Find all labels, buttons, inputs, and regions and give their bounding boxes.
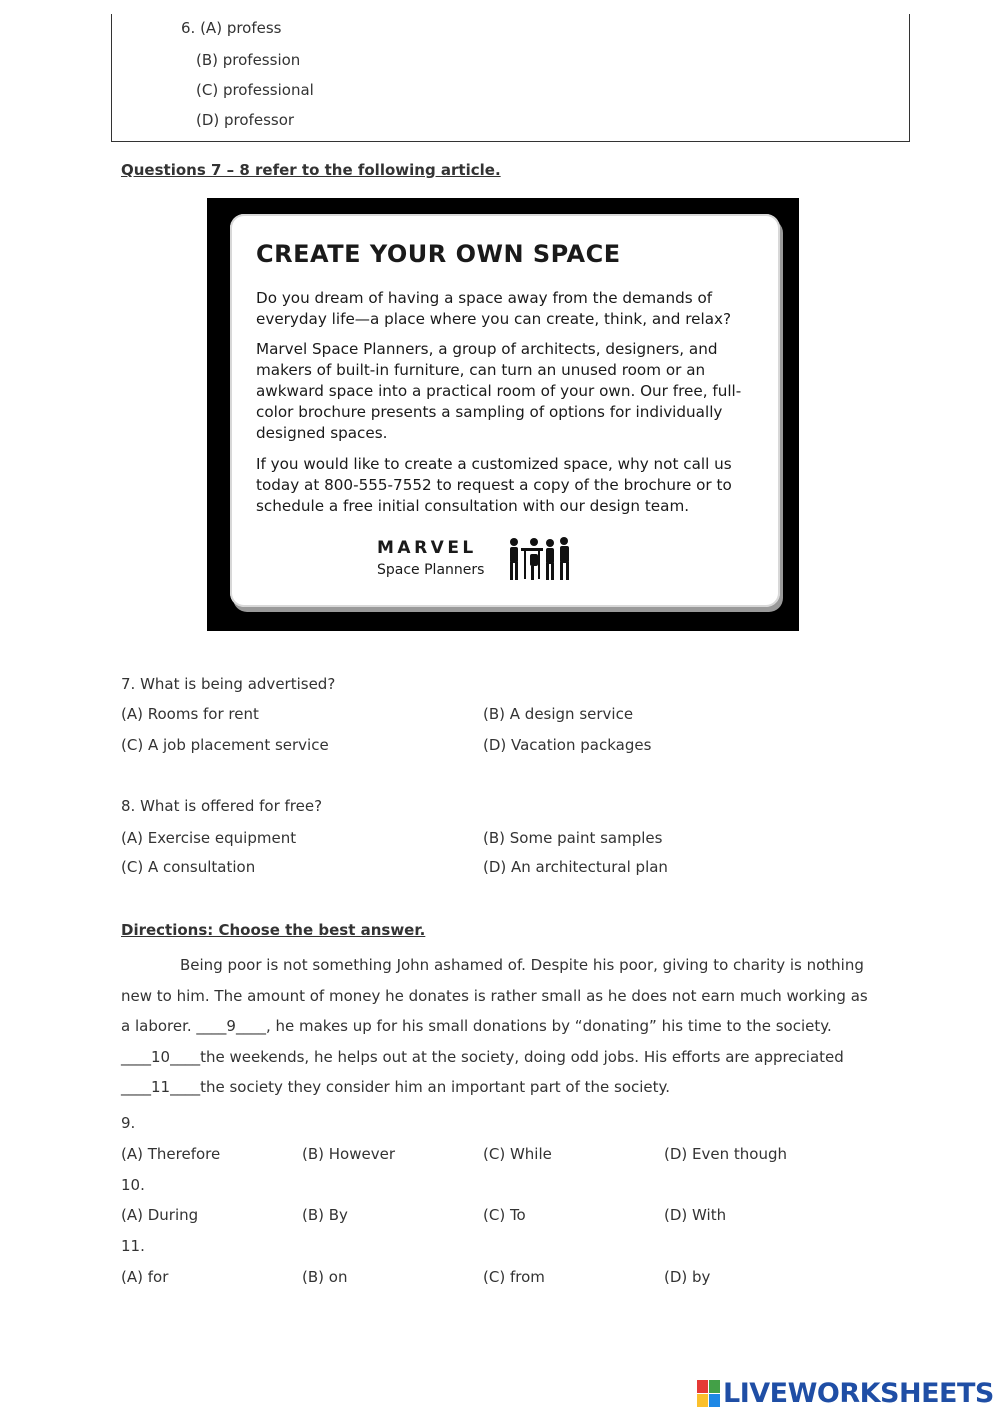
- ad-paragraph-2: Marvel Space Planners, a group of architects, designers, and makers of built-in furniture, can turn an unused room or an awkward space into a practical room of your own. Our free, full-color brochure presents a sampling of options for individually designed spaces.: [256, 340, 742, 442]
- q7-option-b[interactable]: (B) A design service: [483, 705, 634, 723]
- q10-option-c[interactable]: (C) To: [483, 1206, 526, 1224]
- advertisement-card: [230, 214, 780, 607]
- q11-option-c[interactable]: (C) from: [483, 1268, 545, 1286]
- advertisement-image: [207, 198, 799, 631]
- passage: [121, 950, 881, 1103]
- q11-option-b[interactable]: (B) on: [302, 1268, 348, 1286]
- q8-option-a[interactable]: (A) Exercise equipment: [121, 829, 297, 847]
- q8-question: 8. What is offered for free?: [121, 797, 323, 815]
- q9-option-c[interactable]: (C) While: [483, 1145, 552, 1163]
- q11-option-a[interactable]: (A) for: [121, 1268, 169, 1286]
- q7-option-d[interactable]: (D) Vacation packages: [483, 736, 652, 754]
- q10-option-a[interactable]: (A) During: [121, 1206, 199, 1224]
- q8-option-d[interactable]: (D) An architectural plan: [483, 858, 668, 876]
- q11-option-d[interactable]: (D) by: [664, 1268, 711, 1286]
- q9-option-d[interactable]: (D) Even though: [664, 1145, 787, 1163]
- q6-option-a: 6. (A) profess: [181, 19, 282, 37]
- ad-paragraph-3: If you would like to create a customized space, why not call us today at 800-555-7552 to request a copy of the brochure or to schedule a free initial consultation with our design team.: [256, 455, 732, 515]
- liveworksheets-icon: [697, 1380, 721, 1408]
- people-silhouette-icon: [504, 536, 576, 582]
- q6-option-d: (D) professor: [196, 111, 295, 129]
- questions-7-8-heading: Questions 7 – 8 refer to the following article.: [121, 161, 501, 179]
- q9-option-b[interactable]: (B) However: [302, 1145, 395, 1163]
- q8-option-c[interactable]: (C) A consultation: [121, 858, 256, 876]
- q10-option-d[interactable]: (D) With: [664, 1206, 727, 1224]
- q9-number: 9.: [121, 1114, 136, 1132]
- q8-option-b[interactable]: (B) Some paint samples: [483, 829, 663, 847]
- q10-number: 10.: [121, 1176, 145, 1194]
- q10-option-b[interactable]: (B) By: [302, 1206, 348, 1224]
- logo-name: MARVEL: [377, 538, 477, 558]
- ad-title: CREATE YOUR OWN SPACE: [256, 240, 621, 268]
- q9-option-a[interactable]: (A) Therefore: [121, 1145, 221, 1163]
- directions-heading: Directions: Choose the best answer.: [121, 921, 426, 939]
- q11-number: 11.: [121, 1237, 145, 1255]
- q6-option-c: (C) professional: [196, 81, 314, 99]
- q7-option-a[interactable]: (A) Rooms for rent: [121, 705, 259, 723]
- passage-text: Being poor is not something John ashamed of. Despite his poor, giving to charity is nothing new to him. The amount of money he donates is rather small as he does not earn much working as a laborer. ____9____, he makes up for his small donations by “donating” his time to the society. ____10____the weekends, he helps out at the society, doing odd jobs. His efforts are appreciated ____11____the society they consider him an important part of the society.: [121, 956, 868, 1097]
- logo-subtitle: Space Planners: [377, 562, 485, 578]
- q7-question: 7. What is being advertised?: [121, 675, 336, 693]
- ad-paragraph-1: Do you dream of having a space away from the demands of everyday life—a place where you can create, think, and relax?: [256, 289, 732, 328]
- q6-option-b: (B) profession: [196, 51, 301, 69]
- q7-option-c[interactable]: (C) A job placement service: [121, 736, 329, 754]
- liveworksheets-wordmark: LIVEWORKSHEETS: [723, 1378, 994, 1409]
